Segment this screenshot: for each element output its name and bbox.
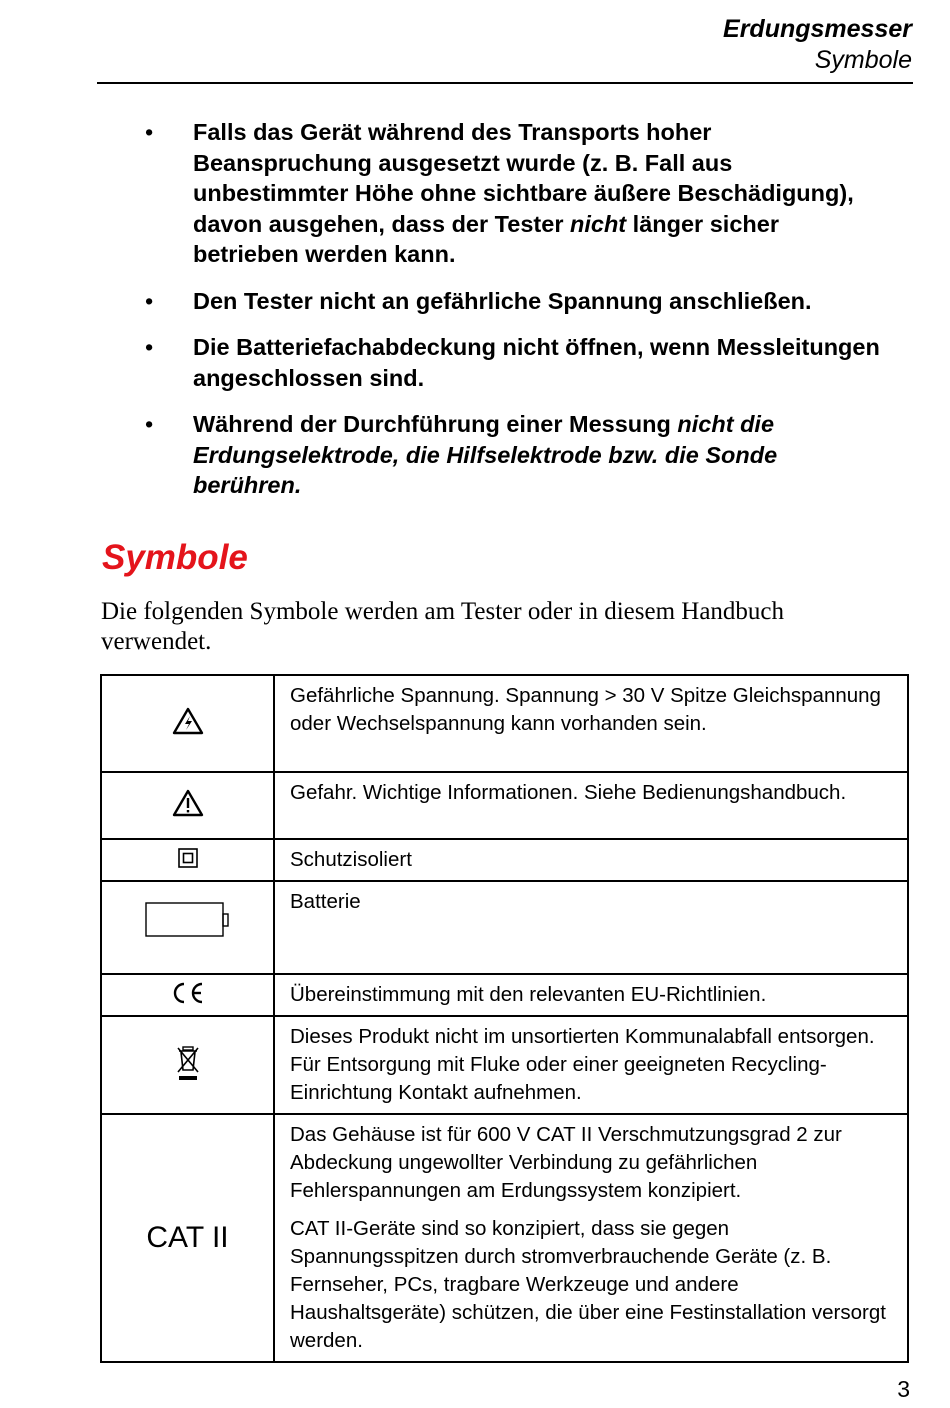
list-item: • Während der Durchführung einer Messung nicht die Erdungselektrode, die Hilfselektrode bzw. die Sonde berühren. <box>145 411 778 498</box>
symbol-table <box>100 674 909 1363</box>
symbol-description: Dieses Produkt nicht im unsortierten Kommunalabfall entsorgen. Für Entsorgung mit Fluke oder einer geeigneten Recycling-Einrichtung Kontakt aufnehmen. <box>290 1025 875 1104</box>
table-row <box>101 1016 908 1114</box>
ce-mark-icon <box>171 981 205 1005</box>
symbol-description: Batterie <box>290 890 361 913</box>
running-header <box>723 14 912 76</box>
table-row <box>101 881 908 974</box>
list-item: • Falls das Gerät während des Transports hoher Beanspruchung ausgesetzt wurde (z. B. Fall aus unbestimmter Höhe ohne sichtbare äußere Beschädigung), davon ausgehen, dass der Tester nicht länger sicher betrieben werden kann. <box>145 119 854 267</box>
bullet-icon: • <box>145 334 154 360</box>
section-intro: Die folgenden Symbole werden am Tester oder in diesem Handbuch verwendet. <box>101 598 785 655</box>
bullet-icon: • <box>145 287 154 314</box>
table-row <box>101 839 908 881</box>
symbol-description: Das Gehäuse ist für 600 V CAT II Verschmutzungsgrad 2 zur Abdeckung ungewollter Verbindung zu gefährlichen Fehlerspannungen am Erdungssystem konzipiert. <box>290 1123 842 1202</box>
symbol-description: Schutzisoliert <box>290 848 412 871</box>
table-row <box>101 772 908 839</box>
table-row <box>101 974 908 1016</box>
symbol-description: Gefahr. Wichtige Informationen. Siehe Bedienungshandbuch. <box>290 781 847 804</box>
weee-crossed-bin-icon <box>175 1044 201 1082</box>
header-subtitle: Symbole <box>814 46 912 74</box>
high-voltage-warning-icon <box>172 707 204 735</box>
symbol-description: CAT II-Geräte sind so konzipiert, dass sie gegen Spannungsspitzen durch stromverbrauchende Geräte (z. B. Fernseher, PCs, tragbare Werkzeuge und andere Haushaltsgeräte) schützen, die über eine Festinstallation versorgt werden. <box>290 1217 886 1352</box>
caution-warning-icon <box>172 789 204 817</box>
warning-list <box>145 117 885 517</box>
list-item: • Die Batteriefachabdeckung nicht öffnen, wenn Messleitungen angeschlossen sind. <box>145 334 880 391</box>
bullet-icon: • <box>145 411 154 437</box>
cat-ii-symbol: CAT II <box>146 1221 229 1254</box>
page-number: 3 <box>897 1376 910 1402</box>
table-row <box>101 675 908 772</box>
section-title: Symbole <box>102 538 248 577</box>
double-insulation-icon <box>178 848 198 868</box>
symbol-description: Gefährliche Spannung. Spannung > 30 V Spitze Gleichspannung oder Wechselspannung kann vorhanden sein. <box>290 684 881 735</box>
symbol-description: Übereinstimmung mit den relevanten EU-Richtlinien. <box>290 983 767 1006</box>
battery-icon <box>145 902 231 938</box>
header-rule <box>97 82 913 84</box>
table-row <box>101 1114 908 1362</box>
header-title: Erdungsmesser <box>723 15 912 43</box>
list-item: • Den Tester nicht an gefährliche Spannung anschließen. <box>145 286 885 317</box>
bullet-icon: • <box>145 119 154 145</box>
